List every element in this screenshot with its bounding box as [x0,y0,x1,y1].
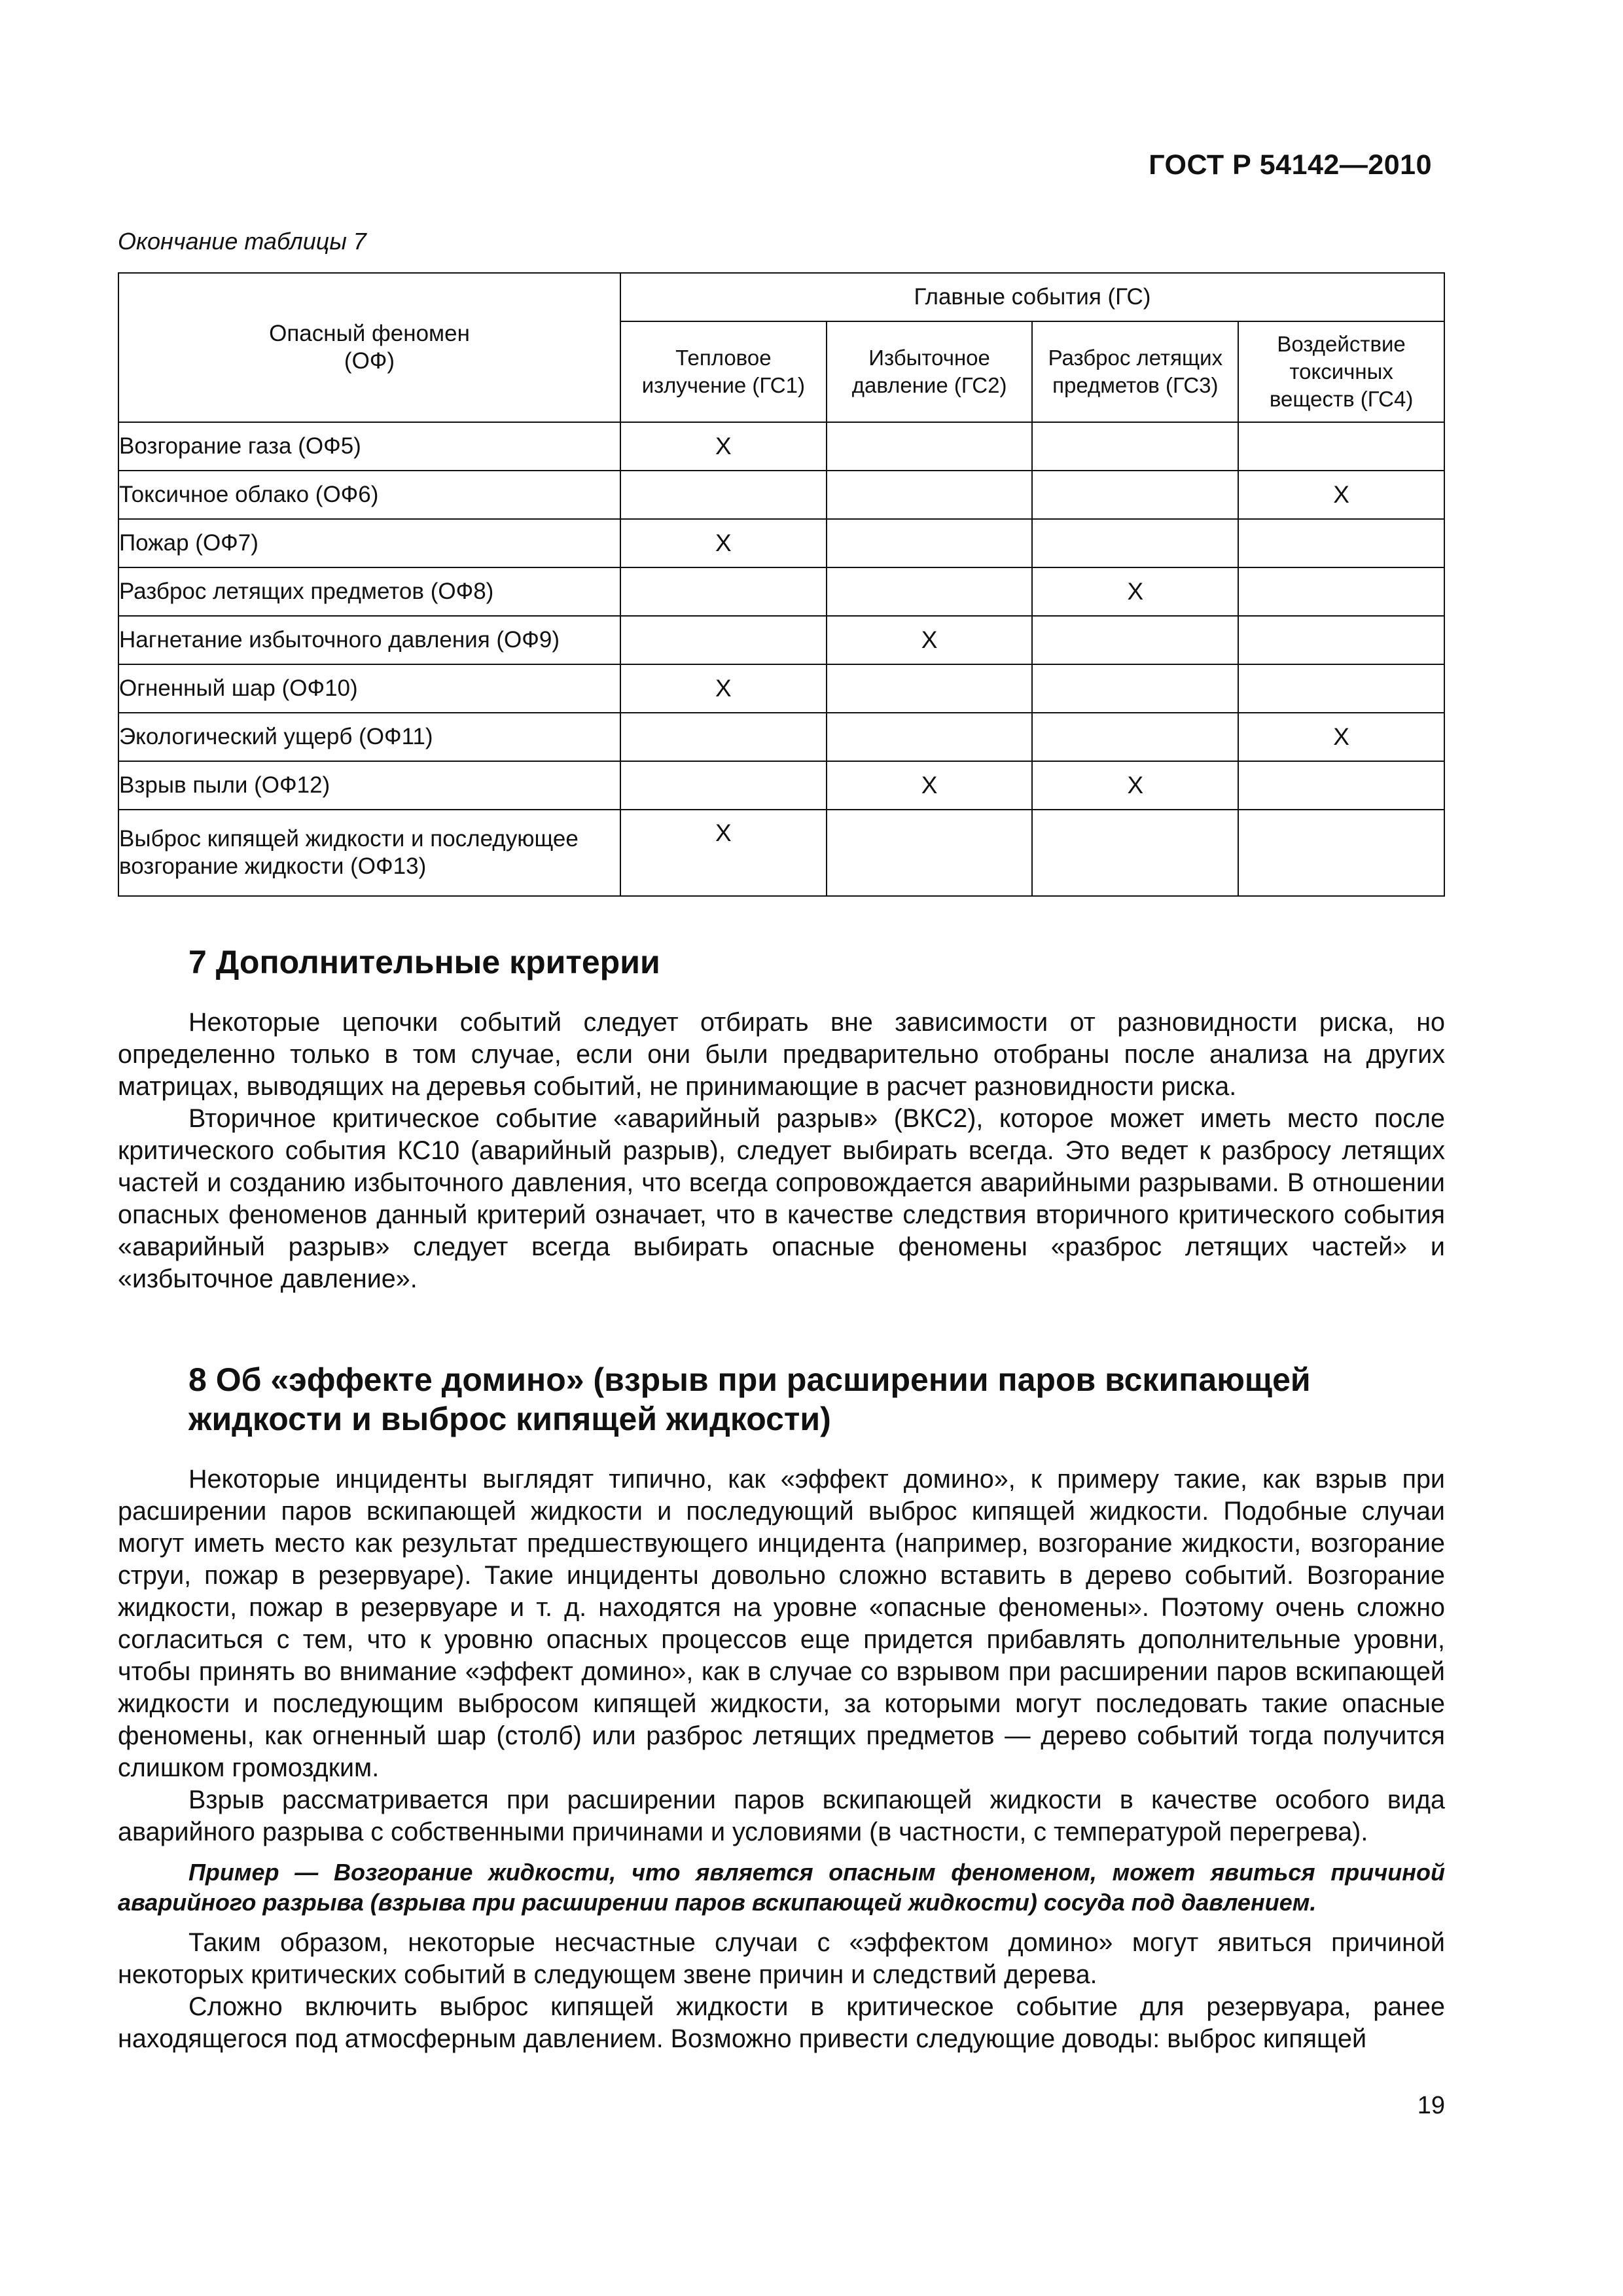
cell-mark [827,422,1033,471]
table-row [118,519,1444,567]
row-label: Разброс летящих предметов (ОФ8) [118,567,620,616]
document-code: ГОСТ Р 54142—2010 [1149,149,1432,181]
section-7-body [118,1007,1445,1295]
column-header-line: Разброс летящих [1048,346,1223,370]
paragraph: Сложно включить выброс кипящей жидкости в критическое событие для резервуара, ранее находящегося под атмосферным давлением. Возможно привести следующие доводы: выброс кипящей [118,1992,1445,2053]
section-7-heading: 7 Дополнительные критерии [188,944,660,980]
cell-mark [827,713,1033,761]
paragraph: Вторичное критическое событие «аварийный разрыв» (ВКС2), которое может иметь место после критического события КС10 (аварийный разрыв), следует выбирать всегда. Это ведет к разбросу летящих частей и созданию избыточного давления, что всегда сопровождается аварийными разрывами. В отношении опасных феноменов данный критерий означает, что в качестве следствия вторичного критического события «аварийный разрыв» следует всегда выбирать опасные феномены «разброс летящих частей» и «избыточное давление». [118,1104,1445,1293]
row-label-line: Выброс кипящей жидкости и последующее [119,826,579,852]
cell-mark: X [620,810,827,896]
cell-mark: X [827,616,1033,664]
corner-header-line: Опасный феномен [269,321,470,346]
cell-mark [1238,761,1444,810]
cell-mark: X [1032,761,1238,810]
column-header [827,321,1033,422]
cell-mark [1032,664,1238,713]
table-row [118,810,1444,896]
table-row [118,471,1444,519]
cell-mark [827,519,1033,567]
table-header-row [118,273,1444,321]
row-label: Экологический ущерб (ОФ11) [118,713,620,761]
group-header: Главные события (ГС) [620,273,1444,321]
cell-mark [620,471,827,519]
cell-mark [1032,713,1238,761]
table-row [118,567,1444,616]
cell-mark [620,713,827,761]
cell-mark [1032,422,1238,471]
cell-mark [827,664,1033,713]
cell-mark: X [1238,471,1444,519]
cell-mark [620,761,827,810]
paragraph: Некоторые инциденты выглядят типично, как «эффект домино», к примеру такие, как взрыв при расширении паров вскипающей жидкости и последующий выброс кипящей жидкости. Подобные случаи могут иметь место как результат предшествующего инцидента (например, возгорание жидкости, возгорание струи, пожар в резервуаре). Такие инциденты довольно сложно вставить в дерево событий. Возгорание жидкости, пожар в резервуаре и т. д. находятся на уровне «опасные феномены». Поэтому очень сложно согласиться с тем, что к уровню опасных процессов еще придется прибавлять дополнительные уровни, чтобы принять во внимание «эффект домино», как в случае со взрывом при расширении паров вскипающей жидкости и последующим выбросом кипящей жидкости, за которыми могут последовать такие опасные феномены, как огненный шар (столб) или разброс летящих предметов — дерево событий тогда получится слишком громоздким. [118,1465,1445,1782]
column-header-line: токсичных [1289,359,1393,384]
cell-mark [827,471,1033,519]
section-8-heading: 8 Об «эффекте домино» (взрыв при расширении паров вскипающей жидкости и выброс кипящей жидкости) [188,1361,1311,1437]
cell-mark: X [827,761,1033,810]
table-caption: Окончание таблицы 7 [118,228,366,255]
column-header-line: Избыточное [868,346,990,370]
cell-mark: X [620,422,827,471]
row-label: Токсичное облако (ОФ6) [118,471,620,519]
paragraph: Некоторые цепочки событий следует отбирать вне зависимости от разновидности риска, но определенно только в том случае, если они были предварительно отобраны после анализа на других матрицах, выводящих на деревья событий, не принимающие в расчет разновидности риска. [118,1008,1445,1101]
cell-mark [620,567,827,616]
cell-mark: X [1032,567,1238,616]
cell-mark [1032,616,1238,664]
table-row [118,616,1444,664]
row-label: Нагнетание избыточного давления (ОФ9) [118,616,620,664]
hazard-events-table [118,272,1445,897]
cell-mark: X [1238,713,1444,761]
row-label [118,810,620,896]
cell-mark [1238,810,1444,896]
column-header-line: Тепловое [675,346,772,370]
example-note: Пример — Возгорание жидкости, что является опасным феноменом, может явиться причиной аварийного разрыва (взрыва при расширении паров вскипающей жидкости) сосуда под давлением. [118,1859,1445,1916]
row-label: Взрыв пыли (ОФ12) [118,761,620,810]
row-label-line: возгорание жидкости (ОФ13) [119,853,427,879]
cell-mark: X [620,519,827,567]
column-header-line: предметов (ГС3) [1052,373,1219,397]
cell-mark [827,567,1033,616]
row-label: Пожар (ОФ7) [118,519,620,567]
cell-mark [1238,567,1444,616]
cell-mark [827,810,1033,896]
row-label: Огненный шар (ОФ10) [118,664,620,713]
column-header-line: веществ (ГС4) [1269,387,1414,411]
cell-mark [1238,616,1444,664]
cell-mark [1238,664,1444,713]
paragraph: Взрыв рассматривается при расширении паров вскипающей жидкости в качестве особого вида аварийного разрыва с собственными причинами и условиями (в частности, с температурой перегрева). [118,1785,1445,1846]
page-number: 19 [1417,2092,1445,2119]
column-header-line: излучение (ГС1) [641,373,805,397]
table-row [118,761,1444,810]
column-header-line: Воздействие [1277,332,1406,356]
column-header [1238,321,1444,422]
column-header-line: давление (ГС2) [851,373,1007,397]
section-8-body [118,1463,1445,2055]
table-row [118,664,1444,713]
cell-mark [1032,471,1238,519]
corner-header [118,273,620,422]
cell-mark [1032,519,1238,567]
table-row [118,713,1444,761]
cell-mark [1238,519,1444,567]
column-header [1032,321,1238,422]
cell-mark: X [620,664,827,713]
cell-mark [1238,422,1444,471]
column-header [620,321,827,422]
cell-mark [1032,810,1238,896]
cell-mark [620,616,827,664]
row-label: Возгорание газа (ОФ5) [118,422,620,471]
table-row [118,422,1444,471]
corner-header-line: (ОФ) [344,348,395,374]
paragraph: Таким образом, некоторые несчастные случаи с «эффектом домино» могут явиться причиной некоторых критических событий в следующем звене причин и следствий дерева. [118,1928,1445,1989]
